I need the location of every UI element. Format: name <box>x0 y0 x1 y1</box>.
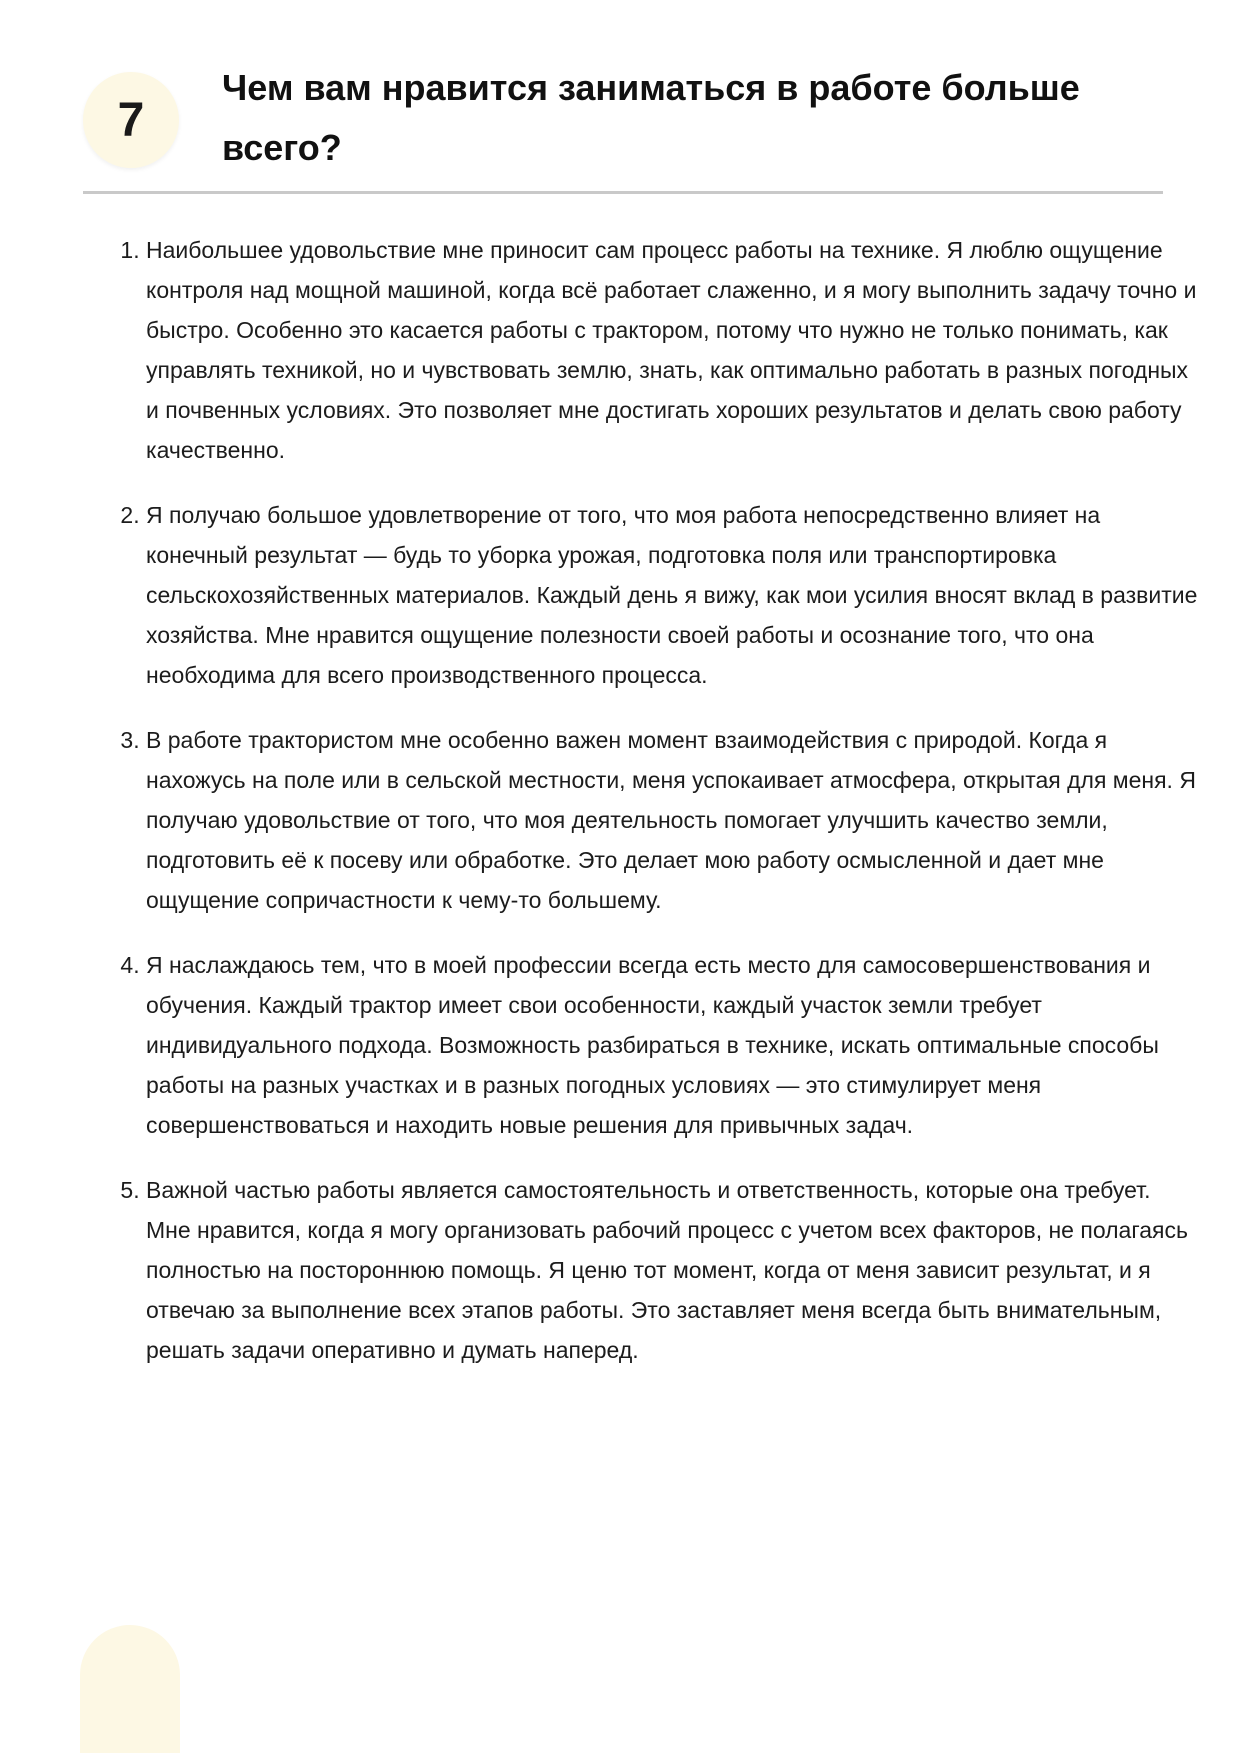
answer-item: 4. Я наслаждаюсь тем, что в моей профессии всегда есть место для самосовершенствования и обучения. Каждый трактор имеет свои особенности, каждый участок земли требует индивидуального подхода. Возможность разбираться в технике, искать оптимальные способы работы на разных участках и в разных погодных условиях — это стимулирует меня совершенствоваться и находить новые решения для привычных задач. <box>146 945 1201 1145</box>
answers-list <box>115 230 1201 1395</box>
question-title: Чем вам нравится заниматься в работе больше всего? <box>222 67 1080 168</box>
answer-item: 3. В работе трактористом мне особенно важен момент взаимодействия с природой. Когда я нахожусь на поле или в сельской местности, меня успокаивает атмосфера, открытая для меня. Я получаю удовольствие от того, что моя деятельность помогает улучшить качество земли, подготовить её к посеву или обработке. Это делает мою работу осмысленной и дает мне ощущение сопричастности к чему-то большему. <box>146 720 1201 920</box>
next-page-badge-decoration <box>80 1625 180 1753</box>
question-header <box>83 58 1163 194</box>
question-number-badge: 7 <box>83 72 179 168</box>
answer-item: 2. Я получаю большое удовлетворение от того, что моя работа непосредственно влияет на конечный результат — будь то уборка урожая, подготовка поля или транспортировка сельскохозяйственных материалов. Каждый день я вижу, как мои усилия вносят вклад в развитие хозяйства. Мне нравится ощущение полезности своей работы и осознание того, что она необходима для всего производственного процесса. <box>146 495 1201 695</box>
answer-item: 5. Важной частью работы является самостоятельность и ответственность, которые она требует. Мне нравится, когда я могу организовать рабочий процесс с учетом всех факторов, не полагаясь полностью на постороннюю помощь. Я ценю тот момент, когда от меня зависит результат, и я отвечаю за выполнение всех этапов работы. Это заставляет меня всегда быть внимательным, решать задачи оперативно и думать наперед. <box>146 1170 1201 1370</box>
answer-item: 1. Наибольшее удовольствие мне приносит сам процесс работы на технике. Я люблю ощущение контроля над мощной машиной, когда всё работает слаженно, и я могу выполнить задачу точно и быстро. Особенно это касается работы с трактором, потому что нужно не только понимать, как управлять техникой, но и чувствовать землю, знать, как оптимально работать в разных погодных и почвенных условиях. Это позволяет мне достигать хороших результатов и делать свою работу качественно. <box>146 230 1201 470</box>
